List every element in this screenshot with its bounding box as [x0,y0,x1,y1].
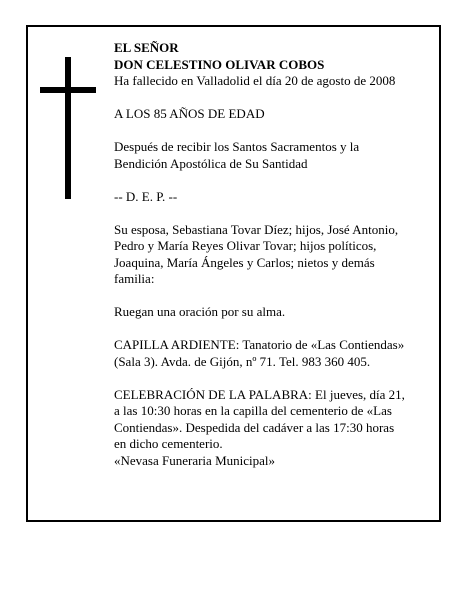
ceremony-line: Contiendas». Despedida del cadáver a las 17:30 horas [114,419,395,435]
family-line: familia: [114,271,155,286]
title-line: EL SEÑOR [114,40,179,55]
sacraments-line: Después de recibir los Santos Sacramentos y la [114,139,360,154]
family-paragraph [114,222,436,288]
chapel-line: CAPILLA ARDIENTE: Tanatorio de «Las Contiendas» [114,337,405,352]
sacraments-line: Bendición Apostólica de Su Santidad [114,155,308,171]
rip-line: -- D. E. P. -- [114,188,178,204]
ceremony-paragraph [114,387,436,470]
deceased-name: DON CELESTINO OLIVAR COBOS [114,56,325,72]
ceremony-line: a las 10:30 horas en la capilla del cementerio de «Las [114,403,392,418]
ceremony-line: en dicho cementerio. [114,436,223,451]
header-block [114,40,436,90]
sacraments-paragraph [114,139,436,172]
cross-vertical-bar [65,57,71,199]
chapel-line: (Sala 3). Avda. de Gijón, nº 71. Tel. 983 360 405. [114,353,371,369]
age-line: A LOS 85 AÑOS DE EDAD [114,106,265,121]
family-line: Joaquina, María Ángeles y Carlos; nietos y demás [114,254,375,270]
family-line: Pedro y María Reyes Olivar Tovar; hijos políticos, [114,238,377,253]
death-line: Ha fallecido en Valladolid el día 20 de agosto de 2008 [114,73,396,88]
notice-text [114,40,436,469]
funeral-home: «Nevasa Funeraria Municipal» [114,452,276,468]
ceremony-line: CELEBRACIÓN DE LA PALABRA: El jueves, día 21, [114,386,405,402]
obituary-notice [26,25,441,522]
chapel-paragraph [114,337,436,370]
family-line: Su esposa, Sebastiana Tovar Díez; hijos, José Antonio, [114,221,399,237]
cross-icon [40,57,96,199]
cross-horizontal-bar [40,87,96,93]
prayer-line: Ruegan una oración por su alma. [114,304,286,319]
